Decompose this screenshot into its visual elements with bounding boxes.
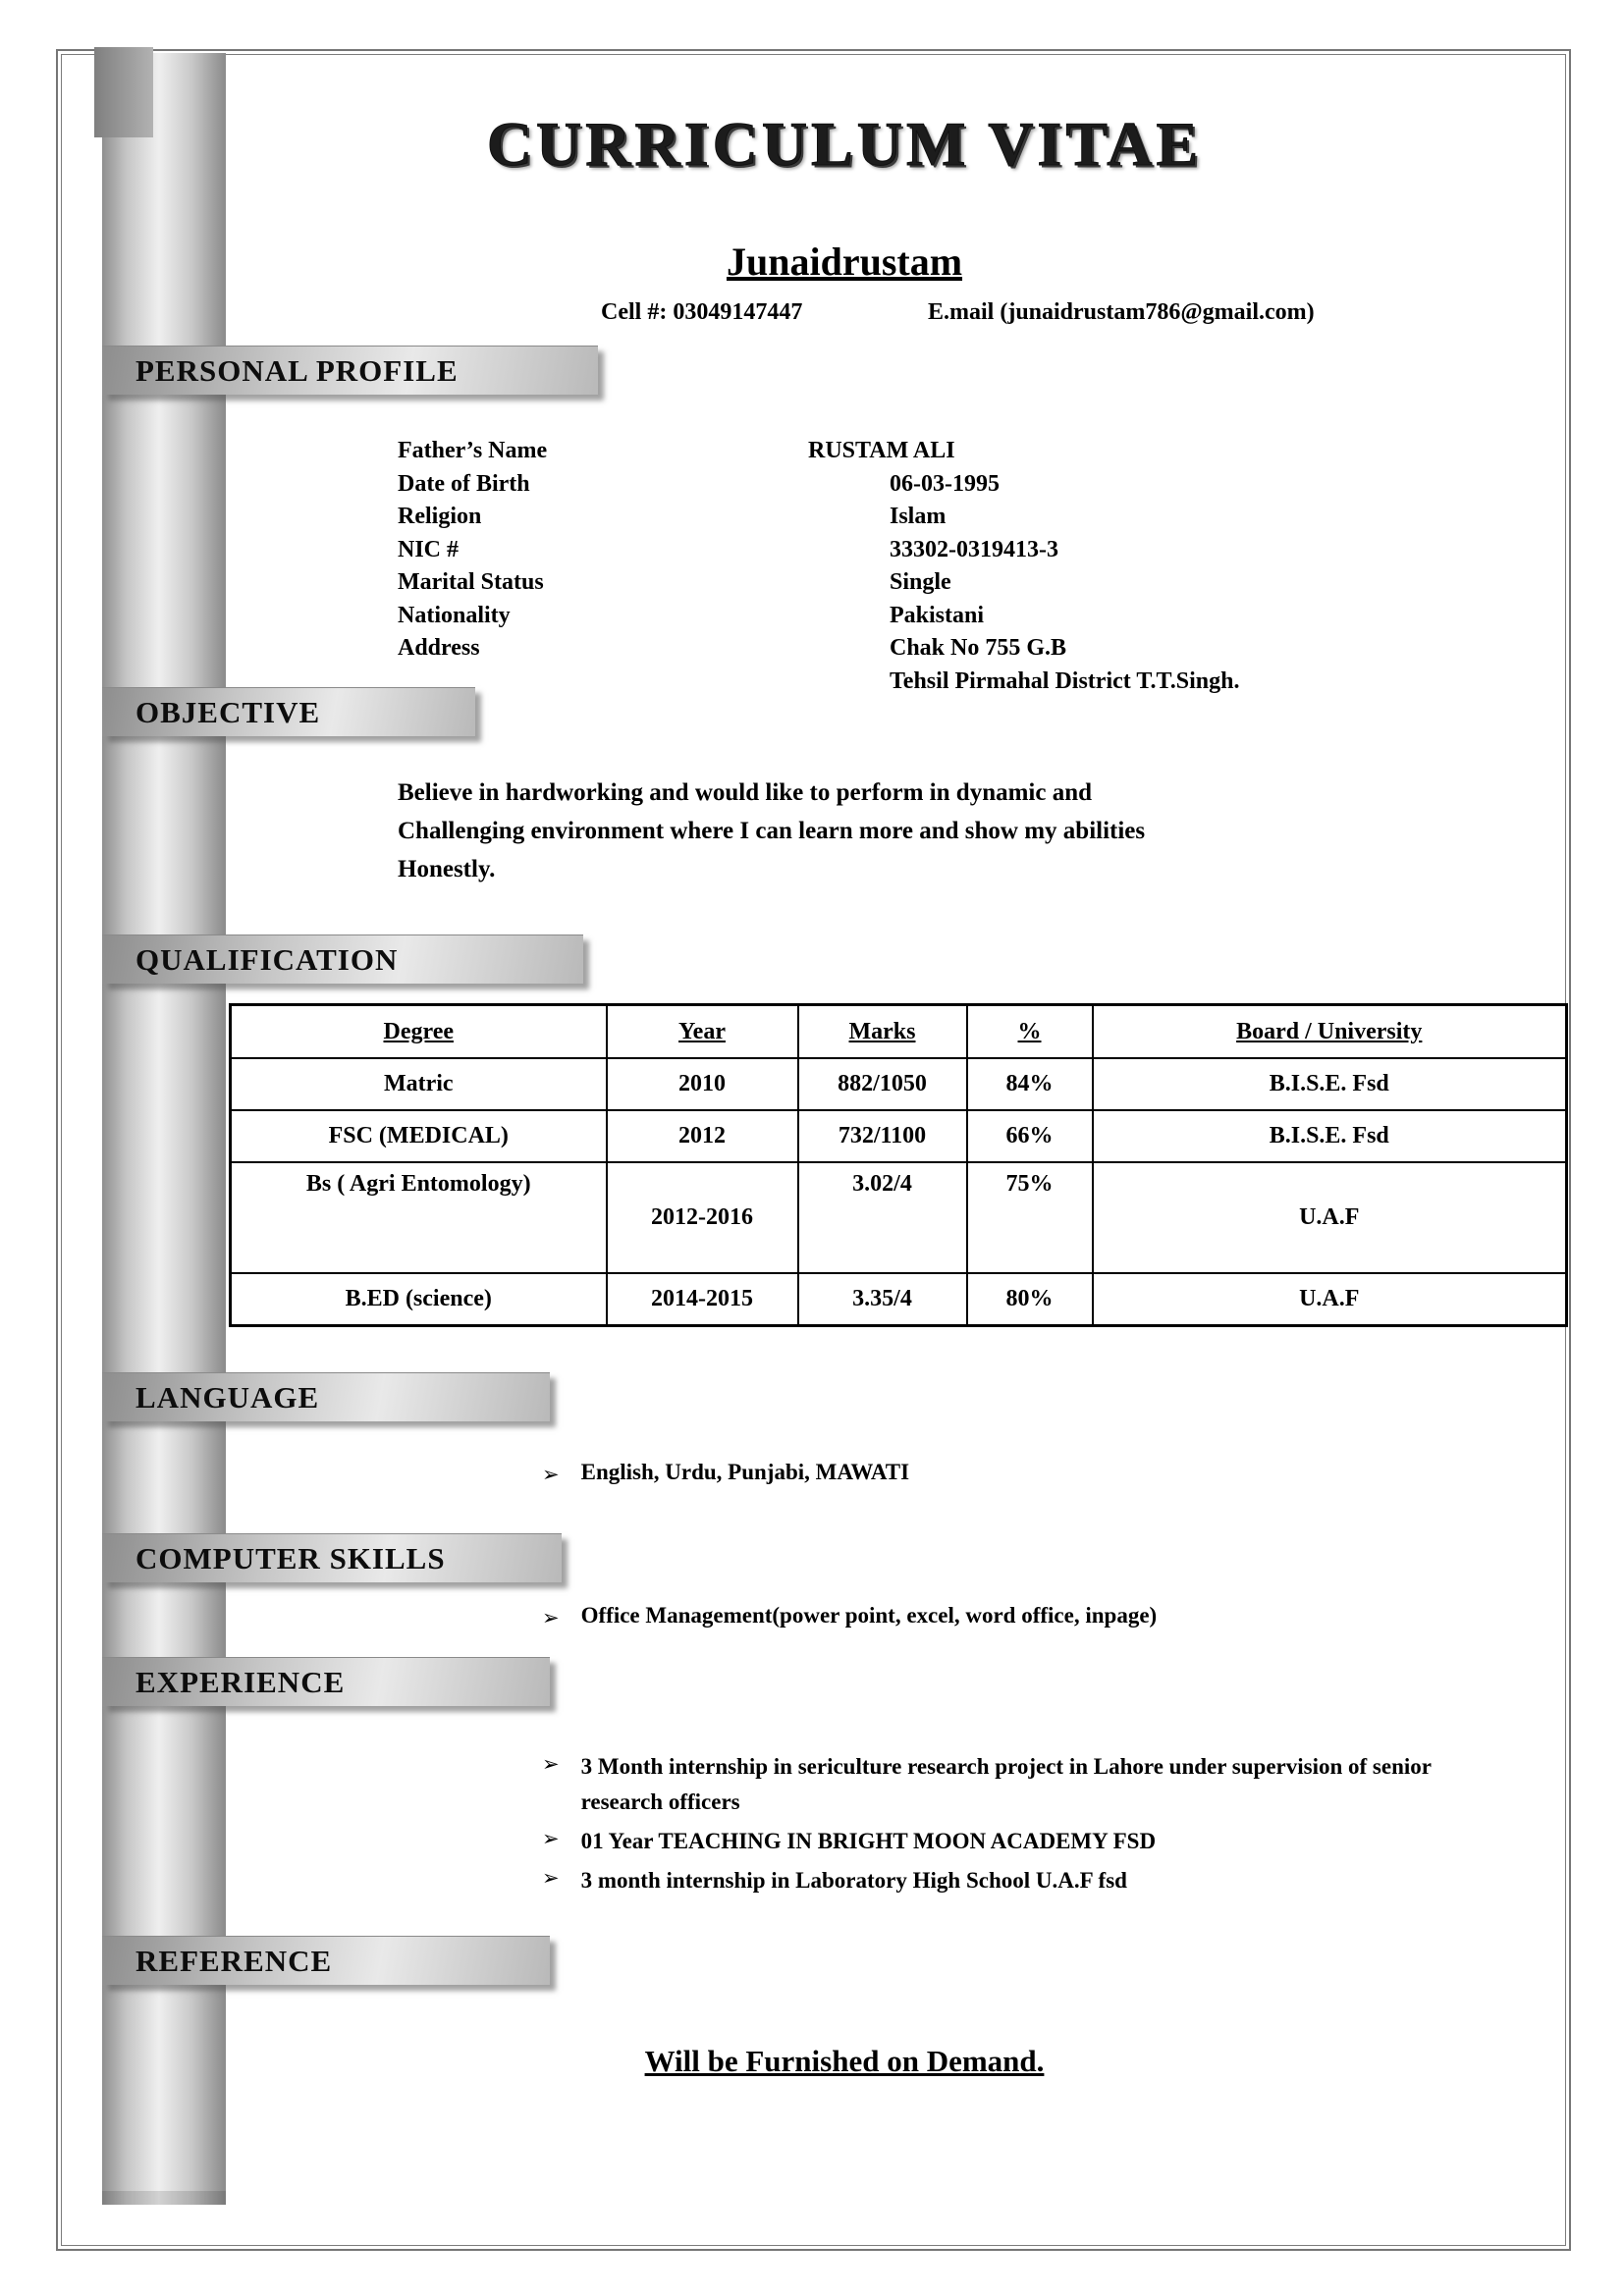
cell-number: Cell #: 03049147447 — [601, 299, 803, 325]
table-cell: U.A.F — [1093, 1162, 1567, 1273]
qualification-table — [229, 1003, 1568, 1327]
profile-row-nationality — [398, 600, 1240, 633]
field-label: NIC # — [398, 536, 460, 562]
field-value: Tehsil Pirmahal District T.T.Singh. — [890, 667, 1240, 694]
table-cell: 882/1050 — [798, 1058, 967, 1110]
table-cell: 2012-2016 — [607, 1162, 798, 1273]
profile-row-address-line2 — [398, 666, 1240, 699]
profile-row-religion — [398, 501, 1240, 534]
computer-skills-item — [542, 1603, 1157, 1632]
section-heading-computer-skills: COMPUTER SKILLS — [102, 1533, 562, 1582]
profile-row-fathers-name — [398, 435, 1240, 468]
field-label: Religion — [398, 504, 482, 530]
experience-text: 3 month internship in Laboratory High School U.A.F fsd — [580, 1868, 1127, 1893]
arrow-bullet-icon: ➢ — [542, 1606, 560, 1629]
experience-text: 01 Year TEACHING IN BRIGHT MOON ACADEMY FSD — [580, 1829, 1157, 1853]
field-value: Pakistani — [890, 602, 985, 628]
table-cell: 80% — [967, 1273, 1093, 1325]
experience-item — [542, 1824, 1470, 1859]
profile-row-nic — [398, 534, 1240, 567]
section-heading-language: LANGUAGE — [102, 1372, 550, 1421]
table-header-marks: Marks — [798, 1005, 967, 1059]
email-address: E.mail (junaidrustam786@gmail.com) — [928, 299, 1315, 325]
table-cell: 2010 — [607, 1058, 798, 1110]
table-cell: 732/1100 — [798, 1110, 967, 1162]
sidebar-top-cap — [94, 47, 153, 137]
arrow-bullet-icon: ➢ — [542, 1752, 560, 1776]
table-cell: 75% — [967, 1162, 1093, 1273]
field-label: Date of Birth — [398, 470, 530, 497]
table-cell: 66% — [967, 1110, 1093, 1162]
section-heading-personal-profile: PERSONAL PROFILE — [102, 346, 598, 395]
table-cell: 3.02/4 — [798, 1162, 967, 1273]
field-label: Marital Status — [398, 569, 544, 596]
field-value: RUSTAM ALI — [808, 438, 955, 464]
table-cell: U.A.F — [1093, 1273, 1567, 1325]
table-cell: B.ED (science) — [231, 1273, 607, 1325]
computer-skills-text: Office Management(power point, excel, word office, inpage) — [580, 1603, 1158, 1628]
experience-item — [542, 1749, 1470, 1820]
experience-item — [542, 1863, 1470, 1898]
table-cell: FSC (MEDICAL) — [231, 1110, 607, 1162]
table-cell: 3.35/4 — [798, 1273, 967, 1325]
field-value: Single — [890, 569, 951, 596]
arrow-bullet-icon: ➢ — [542, 1827, 560, 1850]
profile-row-date-of-birth — [398, 468, 1240, 502]
language-list-text: English, Urdu, Punjabi, MAWATI — [580, 1460, 910, 1484]
table-header-row — [231, 1005, 1567, 1059]
field-label: Father’s Name — [398, 438, 548, 464]
objective-text — [398, 774, 1145, 888]
table-cell: 84% — [967, 1058, 1093, 1110]
personal-profile-fields — [398, 435, 1240, 698]
arrow-bullet-icon: ➢ — [542, 1463, 560, 1486]
table-header-percent: % — [967, 1005, 1093, 1059]
field-value: Islam — [890, 504, 947, 530]
profile-row-address — [398, 632, 1240, 666]
table-cell: Matric — [231, 1058, 607, 1110]
profile-row-marital-status — [398, 566, 1240, 600]
field-value: Chak No 755 G.B — [890, 635, 1067, 662]
table-header-degree: Degree — [231, 1005, 607, 1059]
experience-list — [542, 1749, 1470, 1902]
page-title: CURRICULUM VITAE — [486, 109, 1203, 179]
objective-line: Honestly. — [398, 856, 496, 882]
table-row — [231, 1162, 1567, 1273]
field-value: 33302-0319413-3 — [890, 536, 1058, 562]
table-cell: B.I.S.E. Fsd — [1093, 1058, 1567, 1110]
table-header-board: Board / University — [1093, 1005, 1567, 1059]
reference-note: Will be Furnished on Demand. — [644, 2044, 1045, 2078]
arrow-bullet-icon: ➢ — [542, 1866, 560, 1890]
table-header-year: Year — [607, 1005, 798, 1059]
table-cell: 2014-2015 — [607, 1273, 798, 1325]
table-row — [231, 1273, 1567, 1325]
experience-text: 3 Month internship in sericulture research project in Lahore under supervision of senior research officers — [580, 1754, 1432, 1814]
field-label: Nationality — [398, 602, 511, 628]
objective-line: Challenging environment where I can learn more and show my abilities — [398, 818, 1146, 844]
table-cell: B.I.S.E. Fsd — [1093, 1110, 1567, 1162]
table-row — [231, 1110, 1567, 1162]
field-label: Address — [398, 635, 480, 662]
section-heading-experience: EXPERIENCE — [102, 1657, 550, 1706]
language-item — [542, 1460, 909, 1489]
field-value: 06-03-1995 — [890, 470, 1000, 497]
candidate-name: Junaidrustam — [726, 240, 963, 284]
section-heading-objective: OBJECTIVE — [102, 687, 475, 736]
section-heading-qualification: QUALIFICATION — [102, 934, 583, 984]
table-cell: 2012 — [607, 1110, 798, 1162]
objective-line: Believe in hardworking and would like to perform in dynamic and — [398, 779, 1093, 806]
table-row — [231, 1058, 1567, 1110]
section-heading-reference: REFERENCE — [102, 1936, 550, 1985]
table-cell: Bs ( Agri Entomology) — [231, 1162, 607, 1273]
